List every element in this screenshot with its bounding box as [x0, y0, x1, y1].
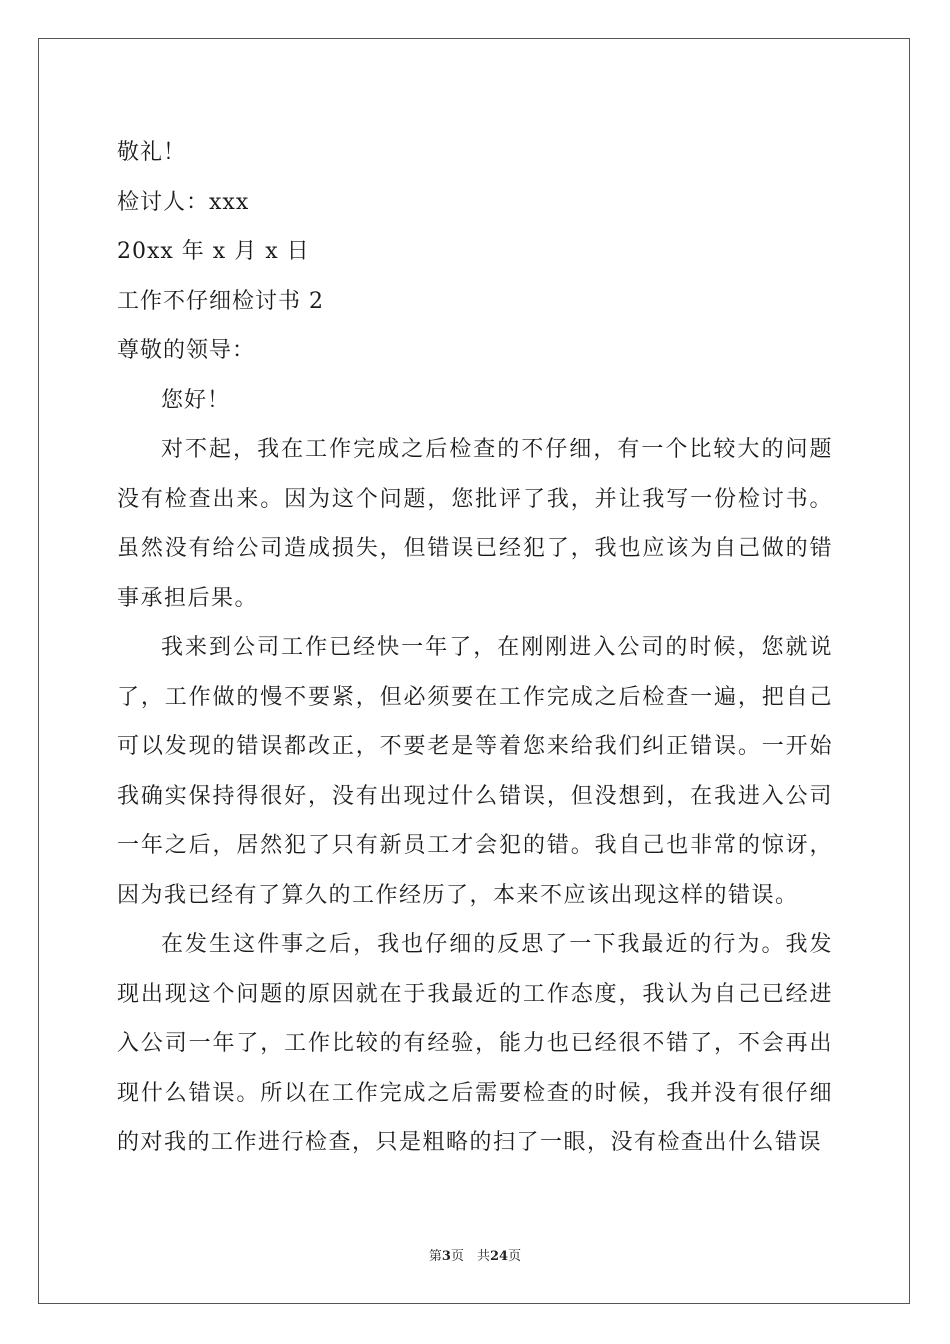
date-line: 20xx 年 x 月 x 日 [117, 239, 310, 264]
page-mid: 页 共 [450, 1249, 490, 1264]
salutation-line: 尊敬的领导： [117, 338, 256, 363]
document-body [117, 128, 833, 1168]
signer-line: 检讨人：xxx [117, 189, 250, 215]
paragraph-2: 我来到公司工作已经快一年了，在刚刚进入公司的时候，您就说了，工作做的慢不要紧，但必须要在工作完成之后检查一遍，把自己可以发现的错误都改正，不要老是等着您来给我们纠正错误。一开始我确实保持得很好，没有出现过什么错误，但没想到，在我进入公司一年之后，居然犯了只有新员工才会犯的错。我自己也非常的惊讶，因为我已经有了算久的工作经历了，本来不应该出现这样的错误。 [117, 635, 833, 908]
closing-line: 敬礼！ [117, 140, 187, 165]
paragraph-3: 在发生这件事之后，我也仔细的反思了一下我最近的行为。我发现出现这个问题的原因就在于我最近的工作态度，我认为自己已经进入公司一年了，工作比较的有经验，能力也已经很不错了，不会再出现什么错误。所以在工作完成之后需要检查的时候，我并没有很仔细的对我的工作进行检查，只是粗略的扫了一眼，没有检查出什么错误 [117, 932, 833, 1155]
total-page-number: 24 [489, 1249, 509, 1264]
paragraph-1: 对不起，我在工作完成之后检查的不仔细，有一个比较大的问题没有检查出来。因为这个问题，您批评了我，并让我写一份检讨书。虽然没有给公司造成损失，但错误已经犯了，我也应该为自己做的错事承担后果。 [117, 437, 833, 611]
current-page-number: 3 [441, 1249, 451, 1264]
page-prefix: 第 [428, 1249, 442, 1264]
section-title: 工作不仔细检讨书 2 [117, 288, 324, 314]
page-suffix: 页 [508, 1249, 522, 1264]
page-footer [0, 1245, 950, 1264]
greeting-line: 您好！ [161, 387, 231, 413]
